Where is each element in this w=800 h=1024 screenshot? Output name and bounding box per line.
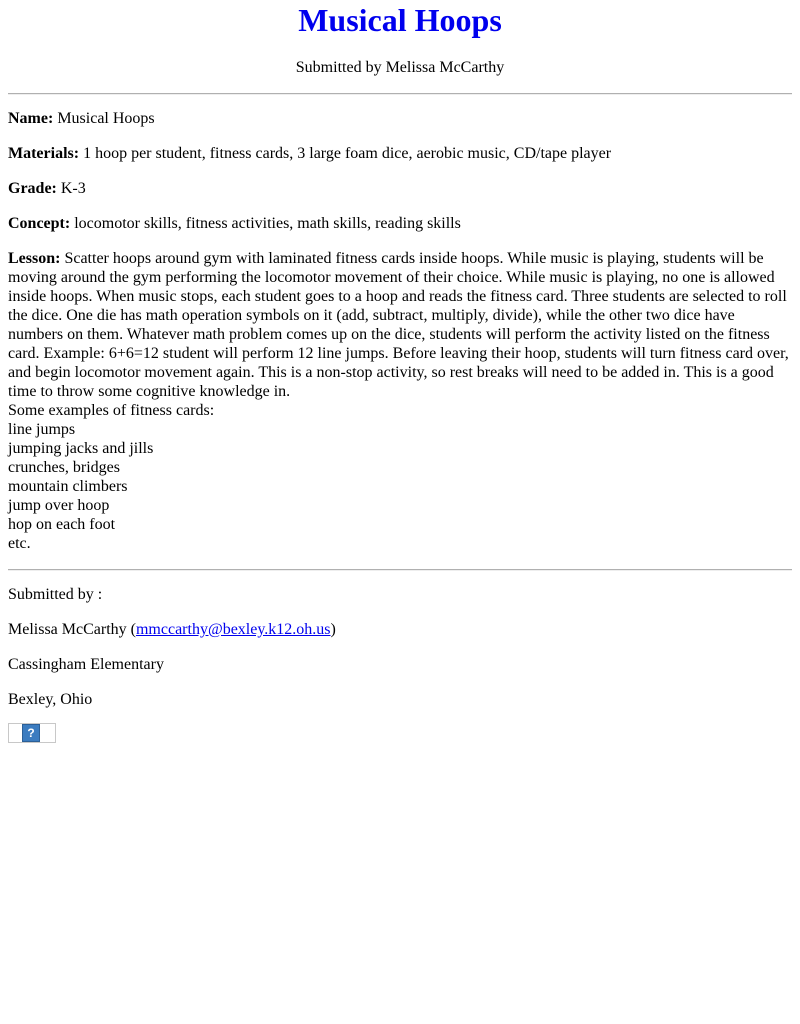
spacer xyxy=(8,198,792,214)
field-grade-label: Grade: xyxy=(8,180,57,197)
lesson-example-item: jumping jacks and jills xyxy=(8,440,154,457)
question-mark-glyph: ? xyxy=(27,726,35,740)
field-concept xyxy=(8,214,792,233)
lesson-examples-heading: Some examples of fitness cards: xyxy=(8,402,215,419)
field-lesson-label: Lesson: xyxy=(8,250,61,267)
field-name-value: Musical Hoops xyxy=(57,110,155,127)
author-email-link[interactable]: mmccarthy@bexley.k12.oh.us xyxy=(135,621,331,638)
field-name-label: Name: xyxy=(8,110,54,127)
footer-author-name: Melissa McCarthy xyxy=(8,621,127,638)
footer-school: Cassingham Elementary xyxy=(8,656,164,673)
page-title: Musical Hoops xyxy=(298,2,502,38)
field-name xyxy=(8,109,792,128)
field-grade-value: K-3 xyxy=(60,180,86,197)
footer-author-line xyxy=(8,620,792,639)
page-subtitle: Submitted by Melissa McCarthy xyxy=(295,59,505,76)
divider-bottom xyxy=(8,569,792,571)
missing-image-icon xyxy=(22,724,40,742)
field-concept-label: Concept: xyxy=(8,215,71,232)
field-materials xyxy=(8,144,792,163)
spacer xyxy=(8,604,792,620)
spacer xyxy=(8,233,792,249)
lesson-example-item: hop on each foot xyxy=(8,516,116,533)
paren-open: ( xyxy=(126,621,136,638)
spacer xyxy=(8,674,792,690)
lesson-example-item: mountain climbers xyxy=(8,478,128,495)
paren-close: ) xyxy=(330,621,336,638)
field-lesson xyxy=(8,249,792,553)
footer-submitted-by: Submitted by : xyxy=(8,586,103,603)
field-lesson-body: Scatter hoops around gym with laminated fitness cards inside hoops. While music is playing, students will be moving around the gym performing the locomotor movement of their choice. While music is playing, no one is allowed inside hoops. When music stops, each student goes to a hoop and reads the fitness card. Three students are selected to roll the dice. One die has math operation symbols on it (add, subtract, multiply, divide), while the other two dice have numbers on them. Whatever math problem comes up on the dice, students will perform the activity listed on the fitness card. Example: 6+6=12 student will perform 12 line jumps. Before leaving their hoop, students will turn fitness card over, and begin locomotor movement again. This is a non-stop activity, so rest breaks will need to be added in. This is a good time to throw some cognitive knowledge in. xyxy=(8,250,789,400)
field-concept-value: locomotor skills, fitness activities, math skills, reading skills xyxy=(74,215,461,232)
broken-image-placeholder[interactable] xyxy=(8,723,56,743)
field-grade xyxy=(8,179,792,198)
spacer xyxy=(8,639,792,655)
spacer xyxy=(8,163,792,179)
field-materials-label: Materials: xyxy=(8,145,80,162)
divider-top xyxy=(8,93,792,95)
field-materials-value: 1 hoop per student, fitness cards, 3 large foam dice, aerobic music, CD/tape player xyxy=(83,145,612,162)
footer-location: Bexley, Ohio xyxy=(8,691,93,708)
lesson-example-item: jump over hoop xyxy=(8,497,110,514)
spacer xyxy=(8,128,792,144)
lesson-example-item: crunches, bridges xyxy=(8,459,120,476)
lesson-example-item: etc. xyxy=(8,535,31,552)
lesson-example-item: line jumps xyxy=(8,421,76,438)
